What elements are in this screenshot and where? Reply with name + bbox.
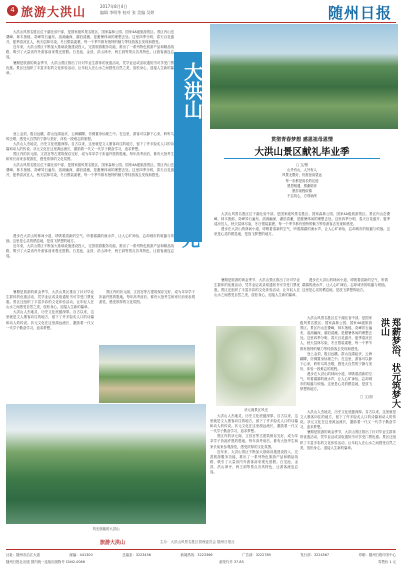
article-column-7 — [302, 278, 388, 312]
feature-kicker: 贯彻青春梦想 感恩祖母恩情 — [271, 137, 333, 143]
vertical-headline-secondary — [178, 122, 200, 282]
footer-item: 邮发代号 37-85 — [219, 560, 244, 564]
editor-credits: 编辑 李明华 校对 张 美编 吴婷 — [100, 10, 155, 15]
page-header — [0, 0, 402, 26]
article-paragraph: 暑期是旅游的黄金季节，大洪山景区推出了针对毕业生群体的优惠活动，凭毕业证或录取通知书可享受门票优惠。景区还组织了丰富多彩的文化体验活动，让年轻人在山水之间感受自然之美，放松身心，迎接人生新的篇章。 — [214, 278, 300, 298]
article-column-3 — [6, 234, 174, 286]
article-paragraph: 暑期是旅游的黄金季节，大洪山景区推出了针对毕业生群体的优惠活动，凭毕业证或录取通知书可享受门票优惠。景区还组织了丰富多彩的文化体验活动，让年轻人在山水之间感受自然之美，放松身心，迎接人生新的篇章。 — [6, 60, 174, 75]
article-paragraph: 景区内的状元阁、文昌宫等古建筑保存完好，成为莘莘学子祈福许愿的胜地。每年高考前后，都有大批考生和家长前来参观游览，感受浓厚的文化氛围。 — [6, 152, 174, 162]
poem-line: 感恩相遇，感谢陪伴 — [287, 183, 317, 188]
vertical-headline-part1: 大洪山 — [181, 61, 203, 119]
article-paragraph: 大洪山风景名胜区位于湖北省中部，是国家级风景名胜区、国家森林公园、国家4A级旅游景区。景区内山峦叠嶂，林木葱郁，奇峰异石遍布，溶洞幽深，湖泊清澈，是避暑休闲的理想去处。这里四季分明，春天百花盛开，夏季清凉宜人，秋天层林尽染，冬日银装素裹，每一个季节都有独特的魅力等待游客去发现和感受。 — [300, 316, 372, 351]
article-paragraph: 暑期是旅游的黄金季节，大洪山景区推出了针对毕业生群体的优惠活动，凭毕业证或录取通知书可享受门票优惠。景区还组织了丰富多彩的文化体验活动，让年轻人在山水之间感受自然之美，放松身心，迎接人生新的篇章。 — [6, 290, 94, 310]
right-article-byline: □ 文/图 — [360, 395, 373, 399]
photo-caption: 风光旖旎的大洪山 — [92, 527, 120, 531]
poem-line: 愿你前程似锦 — [292, 189, 312, 194]
article-column-5 — [99, 290, 195, 342]
article-paragraph: 大洪山人杰地灵，历史文化底蕴深厚。自古以来，这里就是文人墨客向往的地方，留下了许多脍炙人口的诗篇和动人的传说。状元文化在这里源远流长，激励着一代又一代学子勤奋学习，追求梦想。 — [300, 410, 396, 430]
article-column-6 — [214, 278, 300, 322]
poem-line: □ 文/图 — [296, 163, 308, 167]
right-article-title — [378, 318, 398, 408]
article-paragraph: 景区内的状元阁、文昌宫等古建筑保存完好，成为莘莘学子祈福许愿的胜地。每年高考前后，都有大批考生和家长前来参观游览，感受浓厚的文化氛围。 — [210, 434, 298, 449]
footer-item: 总编室：3223456 — [122, 553, 151, 557]
newspaper-logo: 随州日报 — [327, 4, 392, 22]
footer-item: 新闻热线：3223366 — [180, 553, 213, 557]
footer-item: 邮编：441300 — [69, 553, 93, 557]
footer-publication-row — [6, 559, 396, 564]
page-number: 4 — [7, 5, 18, 16]
section-title: 旅游大洪山 — [21, 5, 87, 19]
vertical-headline-part2: 游享自在好时光 — [179, 122, 200, 248]
issue-date: 2017年8月4日 — [100, 4, 128, 9]
article-paragraph: 大洪山人杰地灵，历史文化底蕴深厚。自古以来，这里就是文人墨客向往的地方，留下了许多脍炙人口的诗篇和动人的传说。状元文化在这里源远流长，激励着一代又一代学子勤奋学习，追求梦想。 — [210, 414, 298, 434]
article-paragraph: 漫步在大洪山的林间小道，呼吸着清新的空气，听着潺潺的流水声，让人心旷神怡，忘却城市的喧嚣与烦恼。这里是心灵的栖息地，是放飞梦想的地方。 — [6, 234, 174, 244]
article-paragraph: 大洪山人杰地灵，历史文化底蕴深厚。自古以来，这里就是文人墨客向往的地方，留下了许多脍炙人口的诗篇和动人的传说。状元文化在这里源远流长，激励着一代又一代学子勤奋学习，追求梦想。 — [6, 142, 174, 152]
footer-item: 随州日报社出版 国内统一连续出版物号 CN42-0066 — [6, 560, 85, 564]
article-paragraph: 漫步在大洪山的林间小道，呼吸着清新的空气，听着潺潺的流水声，让人心旷神怡，忘却城市的喧嚣与烦恼。这里是心灵的栖息地，是放飞梦想的地方。 — [214, 227, 390, 237]
poem-line: 山外有山，人外有人 — [287, 168, 317, 173]
forest-lake-photo — [6, 404, 206, 524]
header-divider — [6, 22, 396, 23]
article-paragraph: 景区内的状元阁、文昌宫等古建筑保存完好，成为莘莘学子祈福许愿的胜地。每年高考前后，都有大批考生和家长前来参观游览，感受浓厚的文化氛围。 — [99, 290, 195, 305]
article-column-4 — [6, 290, 94, 402]
article-paragraph: 漫步在大洪山的林间小道，呼吸着清新的空气，听着潺潺的流水声，让人心旷神怡，忘却城市的喧嚣与烦恼。这里是心灵的栖息地，是放飞梦想的地方。 — [300, 372, 372, 392]
mountain-lake-photo — [210, 24, 398, 129]
feature-divider — [224, 158, 380, 159]
scenic-area-photo — [99, 345, 195, 403]
poem-line: 每一步都是成长的足迹 — [285, 178, 319, 183]
footer-slogan: 主办：大洪山风景名胜区管理委员会 随州日报社 — [160, 540, 235, 544]
article-paragraph: 大洪山风景名胜区位于湖北省中部，是国家级风景名胜区、国家森林公园、国家4A级旅游景区。景区内山峦叠嶂，林木葱郁，奇峰异石遍布，溶洞幽深，湖泊清澈，是避暑休闲的理想去处。这里四季分明，春天百花盛开，夏季清凉宜人，秋天层林尽染，冬日银装素裹，每一个季节都有独特的魅力等待游客去发现和感受。 — [6, 162, 174, 177]
article-paragraph: 近年来，大洪山景区不断加大基础设施建设投入，完善旅游服务功能，推出了一系列特色旅游产品和精品线路，吸引了大量省内外游客前来观光度假。白龙池、金顶、洪山禅寺、两王洞等景点各具特色，让游客流连忘返。 — [6, 45, 174, 60]
article-paragraph: 暑期是旅游的黄金季节，大洪山景区推出了针对毕业生群体的优惠活动，凭毕业证或录取通知书可享受门票优惠。景区还组织了丰富多彩的文化体验活动，让年轻人在山水之间感受自然之美，放松身心，迎接人生新的篇章。 — [300, 430, 396, 450]
footer-band — [96, 539, 306, 547]
article-column-1 — [6, 30, 174, 130]
article-paragraph: 大洪山人杰地灵，历史文化底蕴深厚。自古以来，这里就是文人墨客向往的地方，留下了许多脍炙人口的诗篇和动人的传说。状元文化在这里源远流长，激励着一代又一代学子勤奋学习，追求梦想。 — [6, 310, 94, 330]
feature-poem — [262, 163, 342, 199]
article-paragraph: 登上金顶，极目远眺，群山连绵起伏，云海翻腾，仿佛置身仙境之中。在这里，游客可以静下心来，聆听鸟鸣虫唱，感受大自然的宁静与美好，体验一段难忘的旅程。 — [300, 351, 372, 371]
feature-title: 大洪山景区献礼毕业季 — [254, 147, 350, 158]
article-column-10 — [300, 410, 396, 536]
footer-item: 印刷：随州日报印务中心 — [358, 553, 396, 557]
article-column-2 — [6, 132, 174, 232]
poem-line: 风景无限好，仍需登高望远 — [282, 173, 322, 178]
article-paragraph: 大洪山风景名胜区位于湖北省中部，是国家级风景名胜区、国家森林公园、国家4A级旅游景区。景区内山峦叠嶂，林木葱郁，奇峰异石遍布，溶洞幽深，湖泊清澈，是避暑休闲的理想去处。这里四季分明，春天百花盛开，夏季清凉宜人，秋天层林尽染，冬日银装素裹，每一个季节都有独特的魅力等待游客去发现和感受。 — [214, 212, 390, 227]
footer-item: 广告部：3222789 — [242, 553, 271, 557]
article-paragraph: 漫步在大洪山的林间小道，呼吸着清新的空气，听着潺潺的流水声，让人心旷神怡，忘却城市的喧嚣与烦恼。这里是心灵的栖息地，是放飞梦想的地方。 — [302, 278, 388, 293]
poem-line: 不忘初心，方得始终 — [287, 194, 317, 199]
footer-item: 社址：随州市沿江大道 — [6, 553, 40, 557]
feature-body — [214, 212, 390, 272]
footer-item: 零售价 1 元 — [378, 560, 396, 564]
footer-divider — [6, 549, 396, 550]
article-column-8 — [210, 414, 298, 536]
footer-contact-row — [6, 552, 396, 557]
footer-item: 发行部：3224567 — [300, 553, 330, 557]
article-paragraph: 大洪山风景名胜区位于湖北省中部，是国家级风景名胜区、国家森林公园、国家4A级旅游景区。景区内山峦叠嶂，林木葱郁，奇峰异石遍布，溶洞幽深，湖泊清澈，是避暑休闲的理想去处。这里四季分明，春天百花盛开，夏季清凉宜人，秋天层林尽染，冬日银装素裹，每一个季节都有独特的魅力等待游客去发现和感受。 — [6, 30, 174, 45]
article-paragraph: 登上金顶，极目远眺，群山连绵起伏，云海翻腾，仿佛置身仙境之中。在这里，游客可以静下心来，聆听鸟鸣虫唱，感受大自然的宁静与美好，体验一段难忘的旅程。 — [6, 132, 174, 142]
ink-painting-photo — [216, 326, 296, 406]
painting-caption: 状元阁景区风光 — [244, 408, 268, 412]
right-title-full: 郑薪梦浴、状元筑梦大洪山 — [379, 318, 400, 408]
article-paragraph: 近年来，大洪山景区不断加大基础设施建设投入，完善旅游服务功能，推出了一系列特色旅游产品和精品线路，吸引了大量省内外游客前来观光度假。白龙池、金顶、洪山禅寺、两王洞等景点各具特色，让游客流连忘返。 — [6, 244, 174, 259]
footer-logo: 旅游大洪山 — [100, 540, 126, 546]
article-paragraph: 近年来，大洪山景区不断加大基础设施建设投入，完善旅游服务功能，推出了一系列特色旅游产品和精品线路，吸引了大量省内外游客前来观光度假。白龙池、金顶、洪山禅寺、两王洞等景点各具特色，让游客流连忘返。 — [210, 449, 298, 475]
